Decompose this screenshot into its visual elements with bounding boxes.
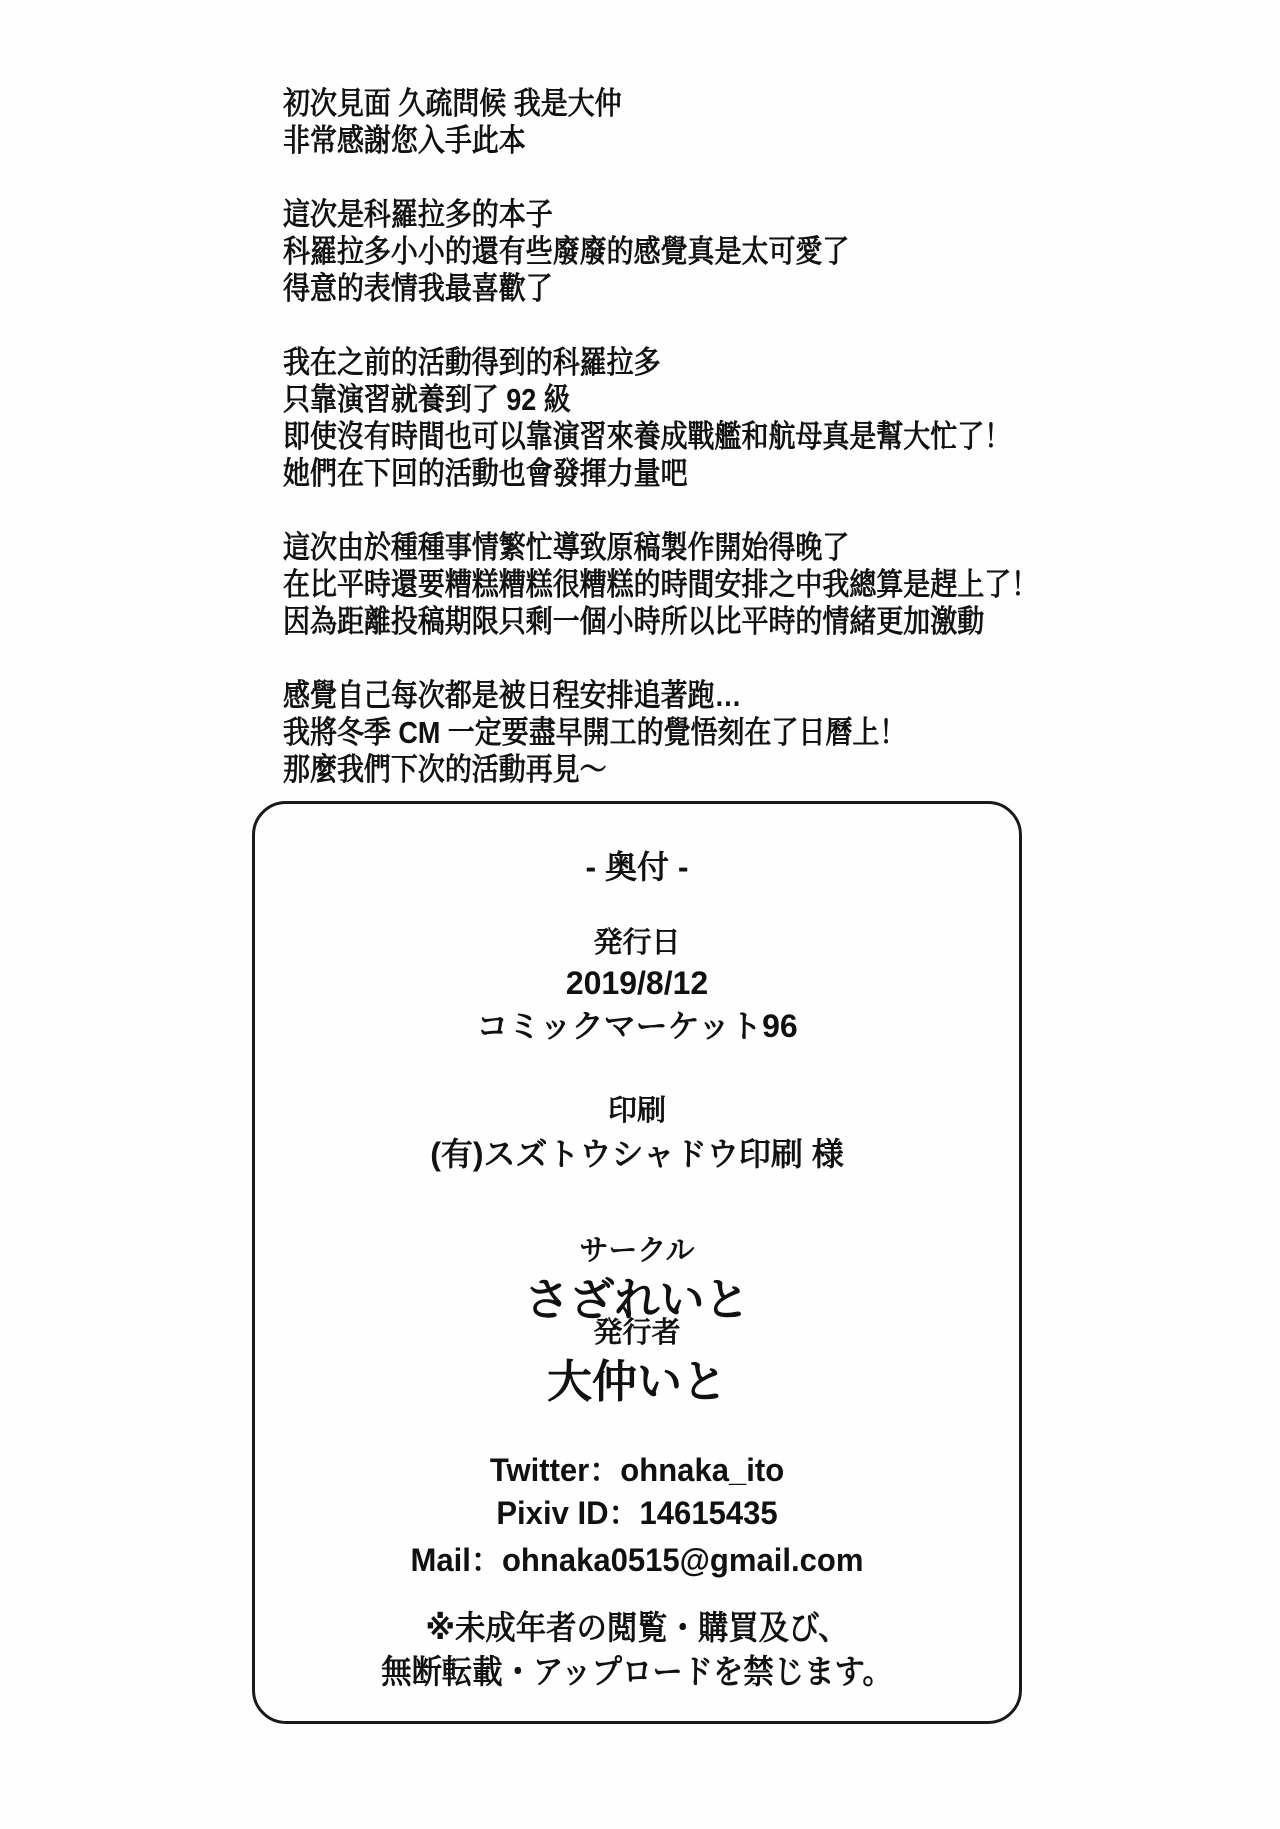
afterword-line: 感覺自己每次都是被日程安排追著跑… xyxy=(283,678,742,713)
disclaimer-line-2: 無断転載・アップロードを禁じます。 xyxy=(381,1653,893,1690)
afterword-line: 那麼我們下次的活動再見～ xyxy=(283,752,607,787)
afterword-line: 我在之前的活動得到的科羅拉多 xyxy=(283,345,661,380)
afterword-line xyxy=(283,159,1038,196)
twitter-contact-line: Twitter：ohnaka_ito xyxy=(489,1452,785,1488)
publisher-label: 発行者 xyxy=(593,1317,681,1349)
circle-name-value: さざれいと xyxy=(524,1274,750,1325)
afterword-line: 因為距離投稿期限只剩一個小時所以比平時的情緒更加激動 xyxy=(283,604,985,639)
afterword-line: 得意的表情我最喜歡了 xyxy=(283,271,553,306)
printing-company-value: (有)スズトウシャドウ印刷 様 xyxy=(430,1136,844,1172)
publish-date-label: 発行日 xyxy=(593,927,681,959)
afterword-line: 只靠演習就養到了 92 級 xyxy=(283,382,571,417)
publish-event-value: コミックマーケット96 xyxy=(476,1008,798,1044)
afterword-line: 即使沒有時間也可以靠演習來養成戰艦和航母真是幫大忙了！ xyxy=(283,419,1012,454)
disclaimer-line-1: ※未成年者の閲覧・購買及び、 xyxy=(425,1609,849,1646)
afterword-line: 我將冬季 CM 一定要盡早開工的覺悟刻在了日曆上！ xyxy=(283,715,907,750)
circle-label: サークル xyxy=(579,1235,695,1267)
publish-date-value: 2019/8/12 xyxy=(565,965,709,1001)
afterword-text-block xyxy=(283,85,1151,788)
afterword-line xyxy=(283,307,1038,344)
publisher-name-value: 大仲いと xyxy=(546,1356,727,1407)
afterword-line xyxy=(283,640,1038,677)
colophon-box xyxy=(252,801,1022,1724)
afterword-line: 在比平時還要糟糕糟糕很糟糕的時間安排之中我總算是趕上了！ xyxy=(283,567,1039,602)
afterword-line: 初次見面 久疏問候 我是大仲 xyxy=(283,86,622,121)
afterword-line xyxy=(283,492,1038,529)
mail-contact-line: Mail：ohnaka0515@gmail.com xyxy=(410,1542,864,1578)
afterword-line: 這次是科羅拉多的本子 xyxy=(283,197,553,232)
afterword-line: 非常感謝您入手此本 xyxy=(283,123,526,158)
afterword-line: 她們在下回的活動也會發揮力量吧 xyxy=(283,456,688,491)
afterword-line: 科羅拉多小小的還有些廢廢的感覺真是太可愛了 xyxy=(283,234,850,269)
pixiv-contact-line: Pixiv ID：14615435 xyxy=(496,1495,778,1531)
printing-label: 印刷 xyxy=(607,1095,666,1127)
afterword-line: 這次由於種種事情繁忙導致原稿製作開始得晚了 xyxy=(283,530,850,565)
colophon-title: - 奥付 - xyxy=(585,849,689,885)
